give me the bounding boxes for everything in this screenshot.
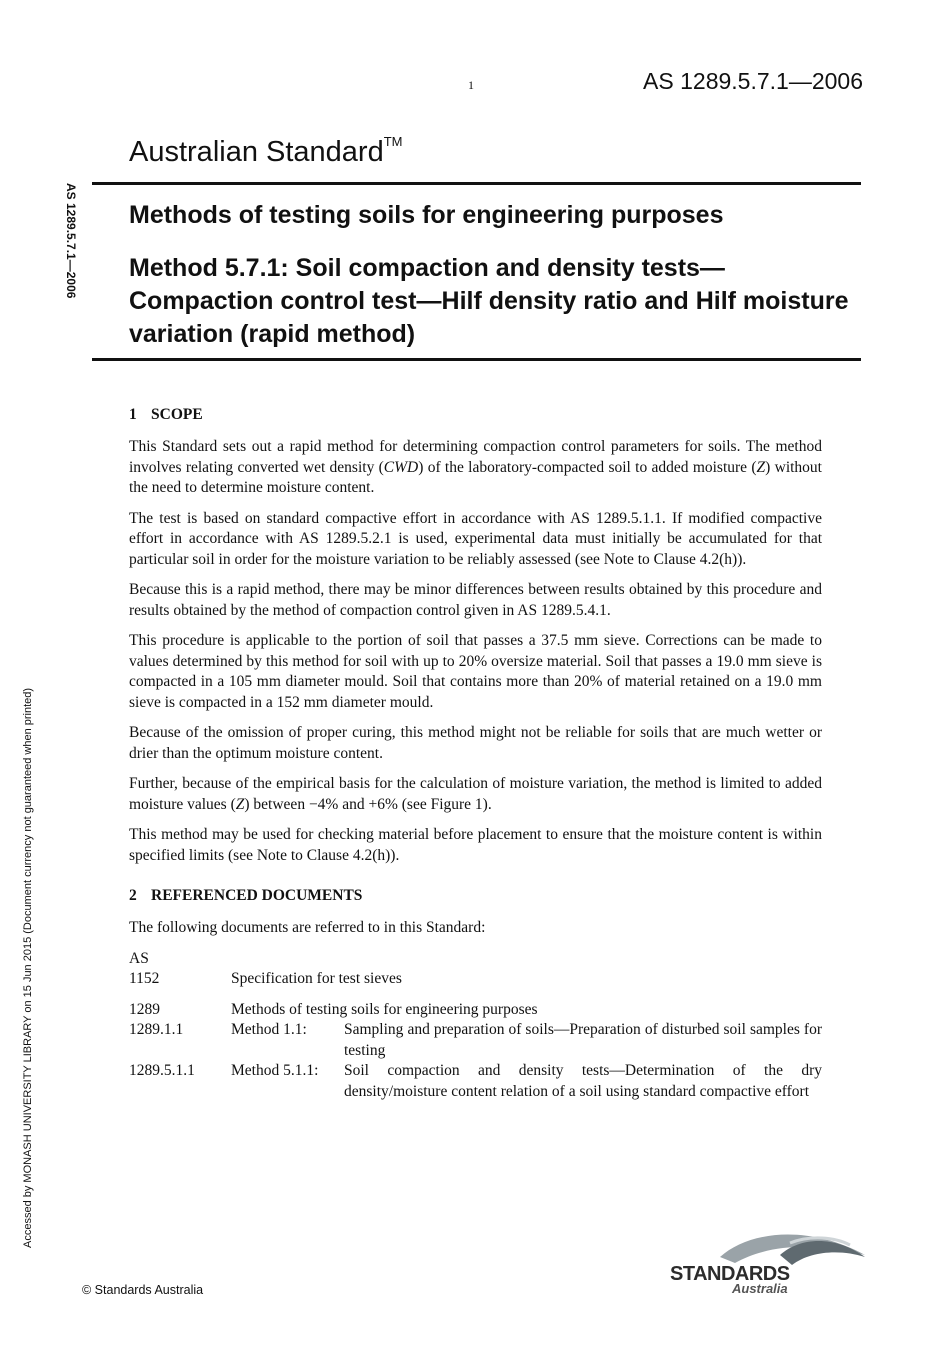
page-number: 1	[468, 78, 474, 92]
standard-id: AS 1289.5.7.1—2006	[643, 68, 863, 94]
reference-method: Method 1.1:	[231, 1021, 307, 1038]
standards-australia-logo	[660, 1225, 870, 1300]
section-heading-scope	[129, 405, 822, 425]
paragraph: The test is based on standard compactive effort in accordance with AS 1289.5.1.1. If modified compactive effort in accordance with AS 1289.5.2.1 is used, experimental data must initially be accumulated for that particular soil in order for the moisture variation to be reliably assessed (see Note to Clause 4.2(h)).	[129, 509, 822, 568]
paragraph: Because of the omission of proper curing, this method might not be reliable for soils that are much wetter or drier than the optimum moisture content.	[129, 724, 822, 762]
document-body	[129, 405, 822, 1102]
trademark: TM	[383, 134, 403, 150]
reference-prefix	[129, 949, 822, 970]
title-rule-bottom	[92, 358, 861, 361]
logo-subtext: Australia	[732, 1281, 788, 1296]
text: ) of the laboratory-compacted soil to added moisture (	[418, 458, 757, 476]
section-number: 1	[129, 406, 137, 423]
title-rule-top	[92, 182, 861, 185]
copyright-notice: © Standards Australia	[82, 1283, 204, 1297]
reference-code: 1289.1.1	[129, 1021, 184, 1038]
text: Further, because of the empirical basis for the calculation of moisture variation, the method is limited to added moisture values (	[129, 775, 822, 813]
paragraph: This procedure is applicable to the portion of soil that passes a 37.5 mm sieve. Corrections can be made to values determined by this method for soil with up to 20% oversize material. Soil that passes a 19.0 mm sieve is compacted in a 105 mm diameter mould. Soil that contains more than 20% of material retained on a 19.0 mm sieve is compacted in a 152 mm diameter mould.	[129, 632, 822, 711]
reference-code: 1152	[129, 970, 160, 987]
section-heading-references	[129, 886, 822, 906]
paragraph	[129, 774, 822, 815]
text: ) without the need to determine moisture content.	[129, 458, 822, 496]
paragraph: The following documents are referred to in this Standard:	[129, 919, 486, 936]
document-title: Methods of testing soils for engineering purposes	[129, 201, 724, 229]
reference-description: Soil compaction and density tests—Determination of the dry density/moisture content relation of a soil using standard compactive effort	[344, 1062, 822, 1100]
italic-term: CWD	[383, 458, 419, 476]
logo-text: STANDARDS	[670, 1263, 790, 1285]
reference-prefix-text: AS	[129, 949, 149, 967]
method-title: Method 5.7.1: Soil compaction and density tests—Compaction control test—Hilf density ratio and Hilf moisture variation (rapid method)	[129, 254, 849, 348]
reference-description: Methods of testing soils for engineering purposes	[231, 1000, 538, 1018]
reference-row	[129, 969, 822, 990]
paragraph	[129, 437, 822, 499]
reference-code: 1289	[129, 1000, 160, 1018]
side-standard-id: AS 1289.5.7.1—2006	[64, 183, 78, 299]
access-notice: Accessed by MONASH UNIVERSITY LIBRARY on 15 Jun 2015 (Document currency not guaranteed when printed)	[22, 687, 34, 1248]
reference-row	[129, 1000, 822, 1021]
section-title: REFERENCED DOCUMENTS	[151, 887, 363, 904]
reference-method: Method 5.1.1:	[231, 1062, 319, 1079]
reference-row	[129, 1020, 822, 1061]
text: ) between −4% and +6% (see Figure 1).	[244, 795, 492, 813]
brand-text: Australian Standard	[129, 136, 384, 168]
reference-description: Sampling and preparation of soils—Preparation of disturbed soil samples for testing	[344, 1021, 822, 1059]
reference-code: 1289.5.1.1	[129, 1062, 195, 1079]
reference-description: Specification for test sieves	[231, 970, 402, 987]
reference-row	[129, 1061, 822, 1102]
italic-term: Z	[235, 795, 245, 813]
brand-title	[129, 136, 403, 169]
paragraph: Because this is a rapid method, there may be minor differences between results obtained by this procedure and results obtained by the method of compaction control given in AS 1289.5.4.1.	[129, 581, 822, 619]
section-number: 2	[129, 887, 137, 904]
italic-term: Z	[756, 458, 766, 476]
text: This Standard sets out a rapid method for determining compaction control parameters for soils. The method involves relating converted wet density (	[129, 438, 822, 476]
paragraph: This method may be used for checking material before placement to ensure that the moisture content is within specified limits (see Note to Clause 4.2(h)).	[129, 826, 822, 864]
section-title: SCOPE	[151, 406, 203, 423]
